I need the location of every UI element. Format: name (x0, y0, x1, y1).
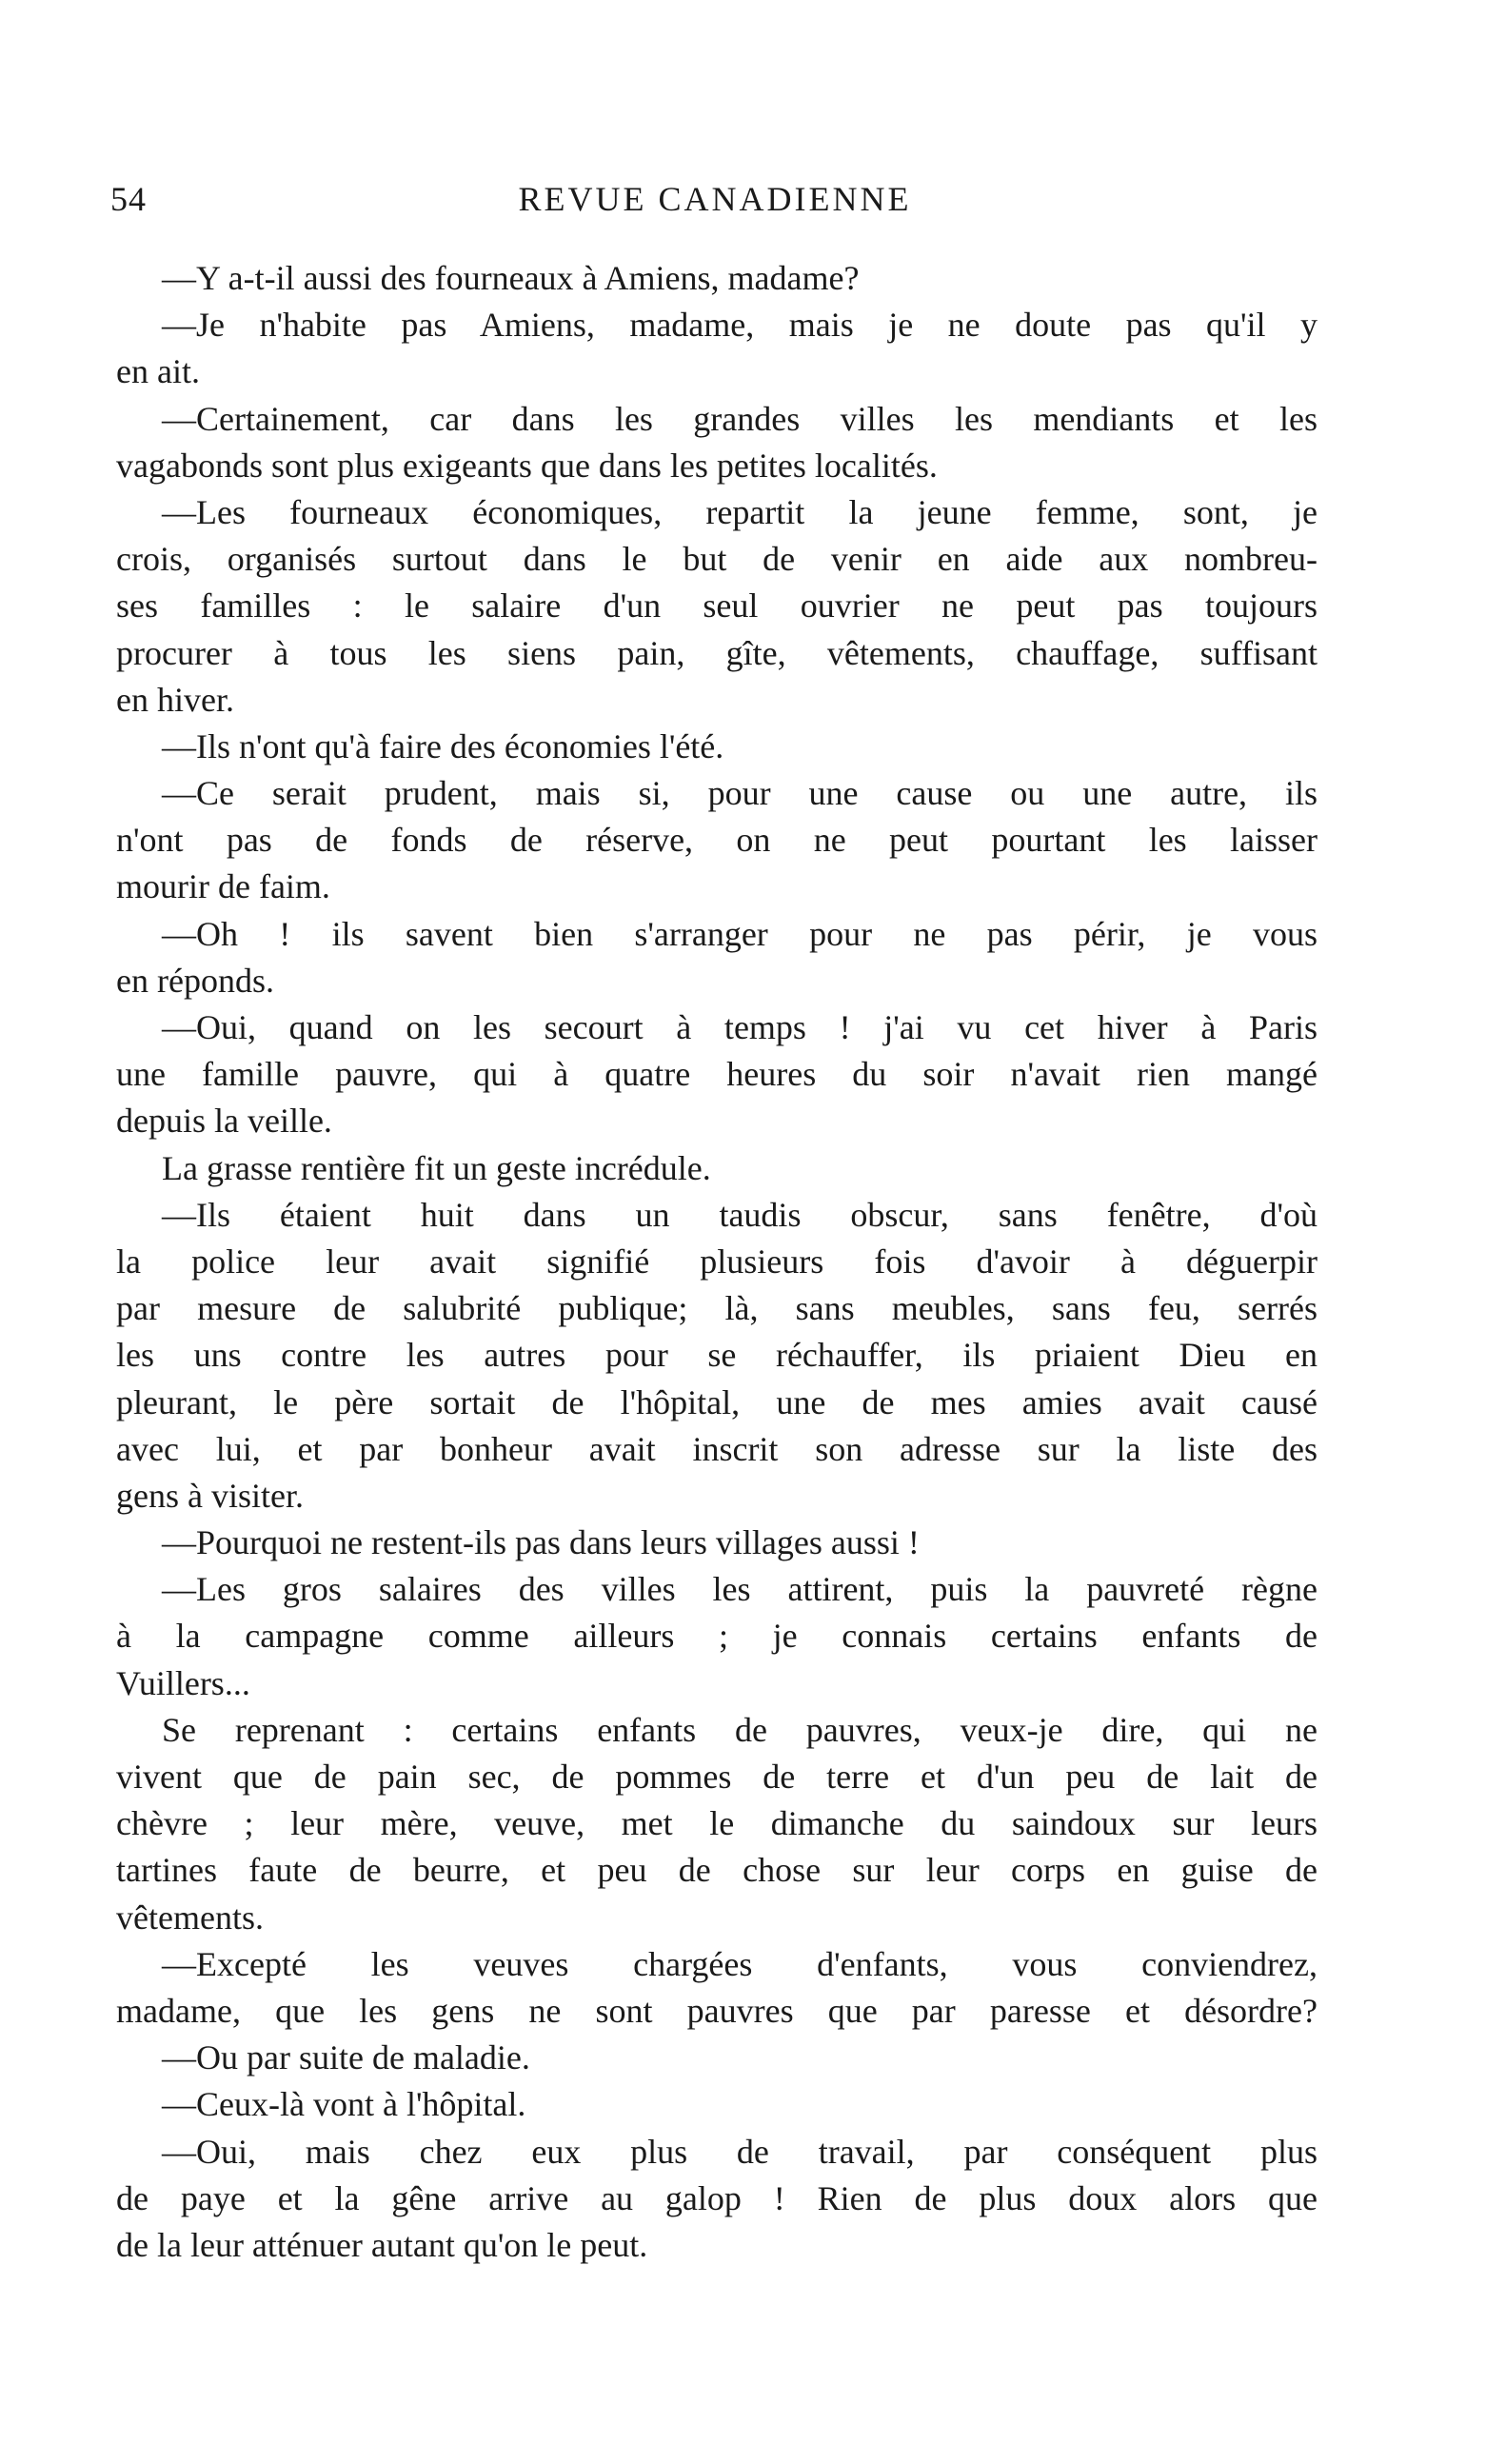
text-line: en réponds. (116, 961, 274, 1000)
text-line: ses familles : le salaire d'un seul ouvrier ne peut pas toujours (116, 586, 1318, 626)
text-line: chèvre ; leur mère, veuve, met le dimanche du saindoux sur leurs (116, 1804, 1318, 1843)
text-line: n'ont pas de fonds de réserve, on ne peut pourtant les laisser (116, 821, 1318, 860)
text-line: de la leur atténuer autant qu'on le peut. (116, 2225, 648, 2264)
text-line: —Oui, quand on les secourt à temps ! j'ai vu cet hiver à Paris (162, 1008, 1318, 1046)
text-line: —Ce serait prudent, mais si, pour une cause ou une autre, ils (162, 774, 1318, 813)
text-line: —Ceux-là vont à l'hôpital. (162, 2085, 526, 2124)
text-line: mourir de faim. (116, 867, 330, 906)
text-line: —Certainement, car dans les grandes villes les mendiants et les (162, 399, 1318, 438)
page-number: 54 (110, 180, 147, 218)
text-line: —Oh ! ils savent bien s'arranger pour ne pas périr, je vous (162, 914, 1318, 953)
text-line: une famille pauvre, qui à quatre heures du soir n'avait rien mangé (116, 1055, 1318, 1094)
text-line: —Ils étaient huit dans un taudis obscur, sans fenêtre, d'où (162, 1195, 1318, 1234)
text-line: vagabonds sont plus exigeants que dans les petites localités. (116, 446, 938, 485)
text-line: —Les fourneaux économiques, repartit la jeune femme, sont, je (162, 492, 1318, 531)
text-line: —Les gros salaires des villes les attirent, puis la pauvreté règne (162, 1570, 1318, 1609)
text-line: en hiver. (116, 680, 234, 719)
text-line: —Y a-t-il aussi des fourneaux à Amiens, madame? (162, 259, 860, 297)
text-line: les uns contre les autres pour se réchauffer, ils priaient Dieu en (116, 1336, 1318, 1375)
body-text (116, 255, 1318, 2269)
text-line: avec lui, et par bonheur avait inscrit son adresse sur la liste des (116, 1429, 1318, 1468)
page-header (110, 179, 1319, 227)
text-line: —Excepté les veuves chargées d'enfants, vous conviendrez, (162, 1944, 1318, 1983)
text-line: vivent que de pain sec, de pommes de terre et d'un peu de lait de (116, 1758, 1318, 1796)
text-line: procurer à tous les siens pain, gîte, vêtements, chauffage, suffisant (116, 633, 1318, 672)
text-line: par mesure de salubrité publique; là, sans meubles, sans feu, serrés (116, 1289, 1318, 1328)
text-line: depuis la veille. (116, 1102, 332, 1141)
text-line: La grasse rentière fit un geste incrédule. (162, 1148, 711, 1187)
text-line: tartines faute de beurre, et peu de chose sur leur corps en guise de (116, 1851, 1318, 1890)
text-line: gens à visiter. (116, 1476, 304, 1515)
text-line: en ait. (116, 352, 200, 391)
text-line: de paye et la gêne arrive au galop ! Rien de plus doux alors que (116, 2178, 1318, 2217)
text-line: pleurant, le père sortait de l'hôpital, une de mes amies avait causé (116, 1382, 1318, 1421)
text-line: —Oui, mais chez eux plus de travail, par conséquent plus (162, 2132, 1318, 2171)
text-line: —Pourquoi ne restent-ils pas dans leurs villages aussi ! (162, 1523, 920, 1562)
text-line: Se reprenant : certains enfants de pauvres, veux-je dire, qui ne (162, 1710, 1318, 1749)
text-line: vêtements. (116, 1898, 264, 1937)
text-line: —Ils n'ont qu'à faire des économies l'été. (162, 726, 724, 765)
text-line: crois, organisés surtout dans le but de venir en aide aux nombreu- (116, 540, 1318, 579)
text-line: Vuillers... (116, 1663, 250, 1702)
text-line: à la campagne comme ailleurs ; je connais certains enfants de (116, 1617, 1318, 1656)
text-line: la police leur avait signifié plusieurs fois d'avoir à déguerpir (116, 1242, 1318, 1281)
text-line: —Ou par suite de maladie. (162, 2038, 530, 2077)
running-head: REVUE CANADIENNE (518, 180, 912, 218)
text-line: —Je n'habite pas Amiens, madame, mais je ne doute pas qu'il y (162, 306, 1318, 345)
text-line: madame, que les gens ne sont pauvres que par paresse et désordre? (116, 1991, 1318, 2030)
